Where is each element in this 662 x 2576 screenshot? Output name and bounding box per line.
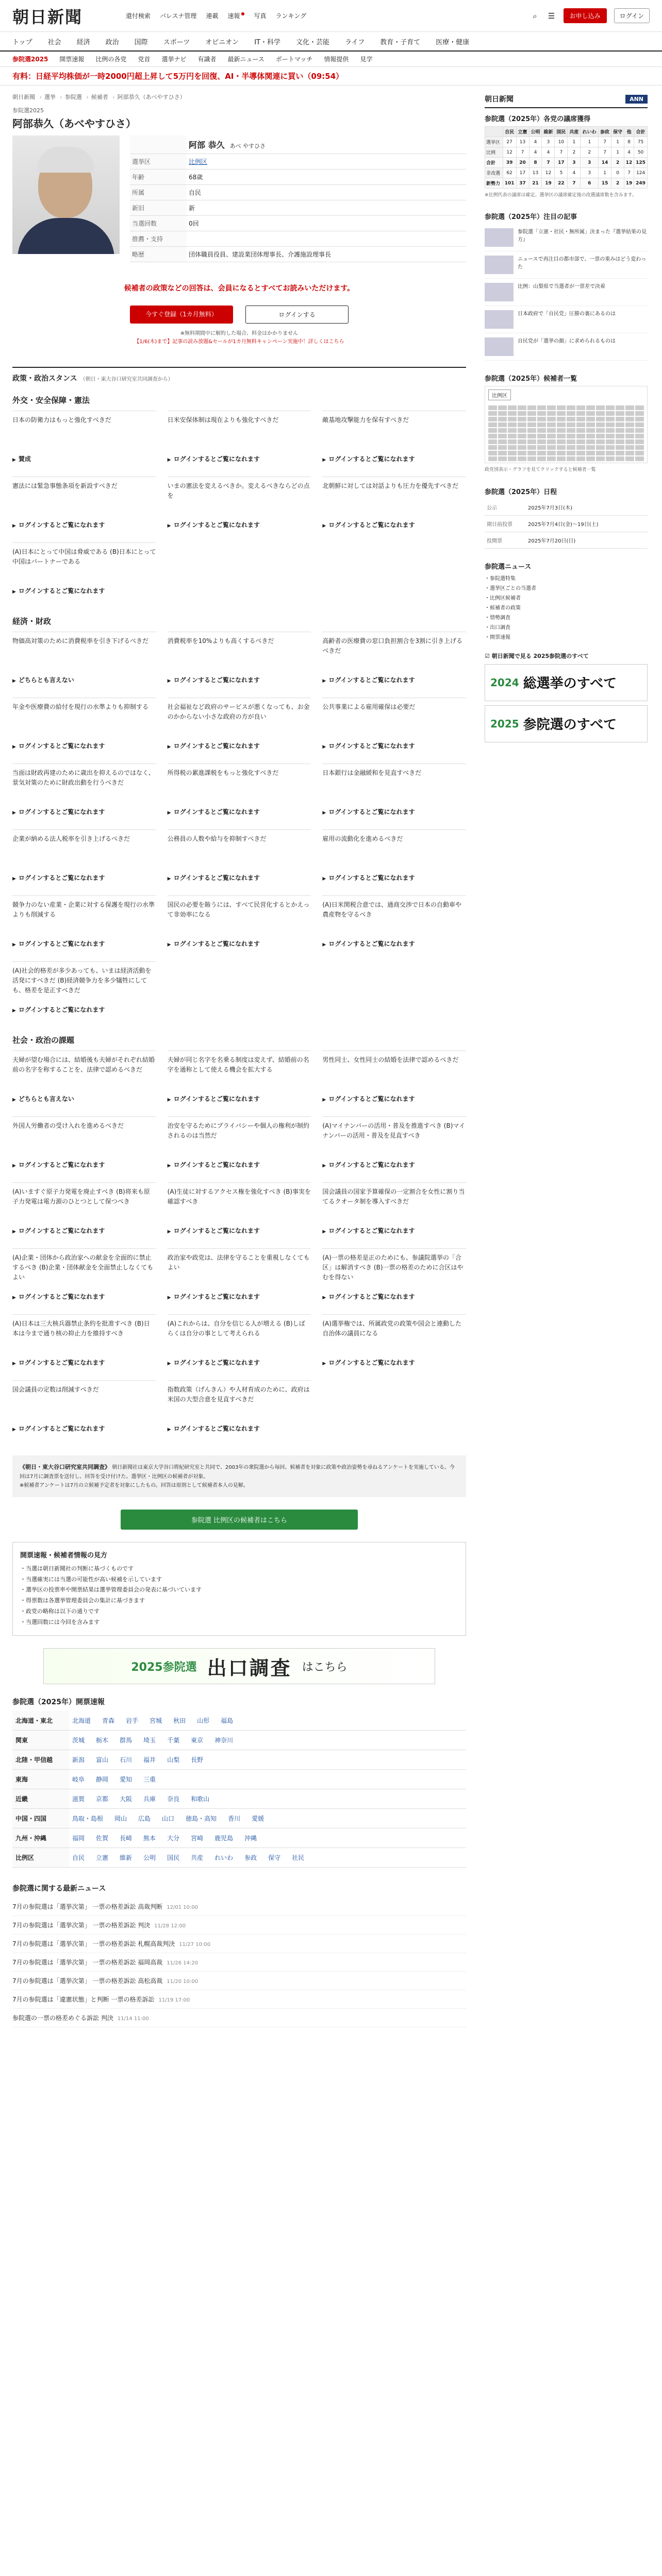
news-item[interactable]: 7月の参院選は「選挙次第」 一票の格差訴訟 高裁判断 12/01 10:00 bbox=[12, 1897, 466, 1916]
subnav-item[interactable]: 党首 bbox=[138, 56, 151, 63]
guide-item: ・ 選挙区の投票率や開票結果は選挙管理委員会の発表に基づいています bbox=[20, 1585, 458, 1596]
prefecture-link[interactable]: 徳島・高知 bbox=[186, 1815, 217, 1823]
prefecture-link[interactable]: 共産 bbox=[191, 1854, 204, 1862]
policy-category: 外交・安全保障・憲法 bbox=[12, 396, 90, 405]
policy-answer[interactable]: ▶ ログインするとご覧になれます bbox=[12, 1223, 156, 1235]
nav-item[interactable]: ライフ bbox=[344, 38, 365, 46]
policy-question: いまの憲法を変えるべきか。変えるべきならどの点を ▶ ログインするとご覧になれます bbox=[168, 477, 311, 538]
nav-item[interactable]: IT・科学 bbox=[254, 38, 280, 46]
prefecture-link[interactable]: 岡山 bbox=[114, 1815, 127, 1823]
prefecture-link[interactable]: 埼玉 bbox=[143, 1737, 156, 1744]
seats-table: 自民 立憲 公明 維新 国民 共産 れいわ 参政 保守 他 合計 選挙区 27 13 4 3 10 1 1 7 1 8 75 比例 12 7 4 4 7 2 2 7 1 4 50 合計 39 20 8 7 17 3 3 14 2 12 125 非改選 62 17 13 12 5 4 3 1 0 7 124 新勢力 101 37 21 19 22 7 6 15 2 19 249 bbox=[485, 126, 648, 189]
policy-answer[interactable]: ▶ ログインするとご覧になれます bbox=[12, 1002, 156, 1014]
breadcrumb-item[interactable]: › 候補者 bbox=[84, 94, 108, 100]
policy-question: 敵基地攻撃能力を保有すべきだ ▶ ログインするとご覧になれます bbox=[322, 411, 466, 472]
prefecture-link[interactable]: 公明 bbox=[143, 1854, 156, 1862]
policy-question: 年金や医療費の給付を現行の水準よりも抑制する ▶ ログインするとご覧になれます bbox=[12, 698, 156, 759]
region-row: 関東 茨城 栃木 群馬 埼玉 千葉 東京 神奈川 bbox=[12, 1731, 466, 1750]
search-icon[interactable]: ⌕ bbox=[533, 11, 537, 21]
subnav-item[interactable]: 参院選2025 bbox=[12, 56, 48, 63]
guide-item: ・ 得票数は各選挙管理委員会の集計に基づきます bbox=[20, 1596, 458, 1606]
candidate-name: 阿部 恭久 あべ やすひさ bbox=[187, 135, 466, 154]
policy-question: 国民の必要を賄うには、すべて民営化するとかえって非効率になる ▶ ログインするとご覧になれます bbox=[168, 895, 311, 957]
region-row: 北海道・東北 北海道 青森 岩手 宮城 秋田 山形 福島 bbox=[12, 1711, 466, 1731]
policy-answer[interactable]: ▶ ログインするとご覧になれます bbox=[322, 1223, 466, 1235]
nav-item[interactable]: 教育・子育て bbox=[380, 38, 421, 46]
policy-question: 企業が納める法人税率を引き上げるべきだ ▶ ログインするとご覧になれます bbox=[12, 829, 156, 891]
policy-answer[interactable]: ▶ ログインするとご覧になれます bbox=[168, 936, 311, 948]
nav-item[interactable]: 政治 bbox=[105, 38, 119, 46]
seats-title: 参院選（2025年）各党の議席獲得 bbox=[485, 115, 591, 123]
policy-answer: ▶ どちらとも言えない bbox=[12, 1091, 156, 1103]
prefecture-link[interactable]: 長野 bbox=[191, 1756, 204, 1764]
prefecture-link[interactable]: 東京 bbox=[191, 1737, 204, 1744]
nav-item[interactable]: スポーツ bbox=[163, 38, 190, 46]
prefecture-link[interactable]: 沖縄 bbox=[244, 1835, 257, 1842]
prefecture-link[interactable]: 山形 bbox=[197, 1717, 210, 1725]
prefecture-link[interactable]: 福井 bbox=[143, 1756, 156, 1764]
prefecture-link[interactable]: 石川 bbox=[120, 1756, 133, 1764]
news-item[interactable]: 7月の参院選は「違憲状態」と判断 一票の格差訴訟 11/19 17:00 bbox=[12, 1990, 466, 2009]
prefecture-link[interactable]: 滋賀 bbox=[72, 1795, 85, 1803]
prefecture-link[interactable]: 社民 bbox=[292, 1854, 305, 1862]
sidebar-article[interactable]: 比例：山梨県で当選者が一票差で決着 bbox=[485, 279, 648, 306]
policy-answer[interactable]: ▶ ログインするとご覧になれます bbox=[322, 870, 466, 882]
policy-question: 外国人労働者の受け入れを進めるべきだ ▶ ログインするとご覧になれます bbox=[12, 1116, 156, 1178]
prefecture-link[interactable]: 広島 bbox=[138, 1815, 151, 1823]
policy-category: 社会・政治の課題 bbox=[12, 1036, 75, 1045]
guide-item: ・ 当選回数には今回を含みます bbox=[20, 1617, 458, 1628]
prefecture-link[interactable]: 栃木 bbox=[96, 1737, 109, 1744]
policy-question: 公務員の人数や給与を抑制すべきだ ▶ ログインするとご覧になれます bbox=[168, 829, 311, 891]
article-thumbnail bbox=[485, 228, 514, 247]
prefecture-link[interactable]: 山梨 bbox=[167, 1756, 180, 1764]
nav-item[interactable]: 社会 bbox=[47, 38, 61, 46]
policy-answer[interactable]: ▶ ログインするとご覧になれます bbox=[168, 451, 311, 463]
prefecture-link[interactable]: 岩手 bbox=[126, 1717, 139, 1725]
policy-answer[interactable]: ▶ ログインするとご覧になれます bbox=[12, 583, 156, 595]
policy-answer[interactable]: ▶ ログインするとご覧になれます bbox=[322, 738, 466, 750]
article-thumbnail bbox=[485, 337, 514, 356]
policy-answer[interactable]: ▶ ログインするとご覧になれます bbox=[322, 672, 466, 684]
seat-map[interactable]: 比例区 bbox=[485, 386, 648, 463]
sidebar-link[interactable]: ・ 選挙区ごとの当選者 bbox=[485, 584, 648, 594]
prefecture-link[interactable]: 維新 bbox=[120, 1854, 133, 1862]
policy-answer: ▶ どちらとも言えない bbox=[12, 672, 156, 684]
policy-question: 夫婦が望む場合には、結婚後も夫婦がそれぞれ結婚前の名字を称することを、法律で認めるべきだ ▶ どちらとも言えない bbox=[12, 1050, 156, 1112]
prefecture-link[interactable]: 神奈川 bbox=[214, 1737, 234, 1744]
profile-key: 当選回数 bbox=[130, 216, 187, 231]
promo-2025[interactable]: 2025 参院選のすべて bbox=[485, 705, 648, 742]
policy-question: (A)選挙権では、所属政党の政策や国会と連動した自治体の議員になる ▶ ログインするとご覧になれます bbox=[322, 1314, 466, 1376]
sidebar-logo: 朝日新聞 bbox=[485, 95, 514, 104]
policy-answer[interactable]: ▶ ログインするとご覧になれます bbox=[12, 1289, 156, 1301]
prefecture-link[interactable]: 北海道 bbox=[72, 1717, 91, 1725]
nav-item[interactable]: 国際 bbox=[134, 38, 148, 46]
sidebar-article[interactable]: 自民党が「選挙の顔」に求められるものは bbox=[485, 333, 648, 361]
prefecture-link[interactable]: 大分 bbox=[167, 1835, 180, 1842]
news-item[interactable]: 参院選の一票の格差めぐる訴訟 判決 11/14 11:00 bbox=[12, 2009, 466, 2027]
top-links bbox=[126, 11, 523, 20]
policy-answer[interactable]: ▶ ログインするとご覧になれます bbox=[12, 870, 156, 882]
top-link[interactable]: ランキング bbox=[275, 12, 307, 20]
prefecture-link[interactable]: 宮崎 bbox=[191, 1835, 204, 1842]
prefecture-link[interactable]: 奈良 bbox=[167, 1795, 180, 1803]
sidebar-news-title: 参院選（2025年）注目の記事 bbox=[485, 213, 577, 222]
profile-value: 団体職員役員、建設業団体理事長、介護施設理事長 bbox=[187, 247, 466, 262]
article-thumbnail bbox=[485, 283, 514, 301]
policy-answer[interactable]: ▶ ログインするとご覧になれます bbox=[12, 936, 156, 948]
region-row: 中国・四国 鳥取・島根 岡山 広島 山口 徳島・高知 香川 愛媛 bbox=[12, 1809, 466, 1828]
policy-question: 所得税の累進課税をもっと強化すべきだ ▶ ログインするとご覧になれます bbox=[168, 764, 311, 825]
policy-answer[interactable]: ▶ ログインするとご覧になれます bbox=[322, 1091, 466, 1103]
nav-item[interactable]: トップ bbox=[12, 38, 32, 46]
sub-nav bbox=[0, 52, 662, 67]
survey-footnote: 《朝日・東大谷口研究室共同調査》 朝日新聞社は東京大学谷口将紀研究室と共同で、2003年の衆院選から毎回、候補者を対象に政策や政治姿勢を尋ねるアンケートを実施している。今回は7月に調査票を送付し、回答を受け付けた。選挙区・比例区の候補者が対象。 ※候補者アンケートは7月の立候補予定者を対象にしたもの。回答は原則として候補者本人の見解。 bbox=[12, 1455, 466, 1497]
regions-table bbox=[12, 1711, 466, 1868]
prefecture-link[interactable]: 鹿児島 bbox=[214, 1835, 234, 1842]
breadcrumb bbox=[12, 93, 466, 101]
policy-answer[interactable]: ▶ ログインするとご覧になれます bbox=[12, 1355, 156, 1367]
ann-badge: ANN bbox=[625, 95, 648, 104]
policy-answer[interactable]: ▶ ログインするとご覧になれます bbox=[168, 870, 311, 882]
region-row: 九州・沖縄 福岡 佐賀 長崎 熊本 大分 宮崎 鹿児島 沖縄 bbox=[12, 1828, 466, 1848]
policy-question: 国会議員の国家予算確保の一定割合を女性に割り当てるクオータ制を導入すべきだ ▶ ログインするとご覧になれます bbox=[322, 1182, 466, 1244]
policy-question: 日本の防衛力はもっと強化すべきだ ▶ 賛成 bbox=[12, 411, 156, 472]
subnav-item[interactable]: 比例の各党 bbox=[95, 56, 127, 63]
subnav-item[interactable]: 選挙ナビ bbox=[161, 56, 187, 63]
sidebar-link[interactable]: ・ 参院選特集 bbox=[485, 574, 648, 584]
page-title: 阿部恭久（あべやすひさ） bbox=[12, 117, 136, 130]
policy-question: 雇用の流動化を進めるべきだ ▶ ログインするとご覧になれます bbox=[322, 829, 466, 891]
profile-key: 推薦・支持 bbox=[130, 231, 187, 247]
policy-answer[interactable]: ▶ ログインするとご覧になれます bbox=[322, 517, 466, 529]
policy-answer[interactable]: ▶ ログインするとご覧になれます bbox=[12, 1157, 156, 1169]
prefecture-link[interactable]: 福岡 bbox=[72, 1835, 85, 1842]
member-notice: 候補者の政策などの回答は、会員になるとすべてお読みいただけます。 bbox=[124, 284, 355, 293]
all-election-check[interactable]: ☑ 朝日新聞で見る 2025参院選のすべて bbox=[485, 652, 589, 659]
nav-item[interactable]: 経済 bbox=[76, 38, 90, 46]
top-link[interactable]: 速報 ● bbox=[227, 11, 244, 20]
guide-item: ・ 当選は朝日新聞社の判断に基づくものです bbox=[20, 1564, 458, 1574]
policy-question: (A)一票の格差是正のためにも、参議院選挙の「合区」は解消すべき (B)一票の格差のために合区はやむを得ない ▶ ログインするとご覧になれます bbox=[322, 1248, 466, 1310]
main-column bbox=[12, 86, 466, 2027]
profile-key: 年齢 bbox=[130, 170, 187, 185]
trial-button[interactable]: 今すぐ登録（1カ月無料） bbox=[130, 306, 233, 324]
news-title: 参院選に関する最新ニュース bbox=[12, 1885, 106, 1893]
subnav-item[interactable]: 開票速報 bbox=[59, 56, 85, 63]
login-cta-button[interactable]: ログインする bbox=[245, 306, 349, 324]
sidebar: 朝日新聞 ANN 参院選（2025年）各党の議席獲得 自民 立憲 公明 維新 国民 共産 れいわ 参政 保守 他 合計 選挙区 27 13 4 3 10 1 1 7 1 8 75 比例 12 7 4 4 7 2 2 7 1 4 50 合計 39 20 8 7 17 3 3 14 2 12 125 非改選 62 17 13 12 5 4 3 1 0 7 124 新勢力 101 37 21 19 22 7 6 15 2 19 249 ※比例代表の議席は確定。選挙区の議席確定後の改選議席数を含みます。 参院選（2025年）注目の記事 参院選「立憲・社民・無所属」決まった『選挙結果の見方』 ニュースで再注目の都市部で、一票の重みはどう変わった 比例：山梨県で当選者が一票差で決着 日本政府で「自民党」圧勝の裏にあるのは 自民党が「選挙の顔」に求められるものは 参院選（2025年）候補者一覧 比例区 政党別表示・グラフを見てクリックすると候補者一覧 参院選（2025年）日程 公示 2025年7月3日(木) 期日前投票 2025年7月4日(金)〜19日(土) 投開票 2025年7月20日(日) 参院選ニュース ・ 参院選特集 ・ 選挙区ごとの当選者 ・ 比例区候補者 ・ 候補者の政策 ・ 情勢調査 ・ 出口調査 ・ 開票速報 ☑ 朝日新聞で見る 2025参院選のすべて 2024 総選挙のすべて 2025 参院選のすべて bbox=[485, 86, 648, 2027]
policy-title: 政策・政治スタンス （朝日・東大谷口研究室共同調査から） bbox=[12, 367, 466, 383]
prefecture-link[interactable]: れいわ bbox=[214, 1854, 234, 1862]
subnav-item[interactable]: 有識者 bbox=[197, 56, 217, 63]
section-tag: 参院選2025 bbox=[12, 107, 44, 114]
policy-question: 消費税率を10%よりも高くするべきだ ▶ ログインするとご覧になれます bbox=[168, 632, 311, 693]
top-link[interactable]: 写真 bbox=[254, 12, 267, 20]
prefecture-link[interactable]: 新潟 bbox=[72, 1756, 85, 1764]
exit-poll-banner[interactable]: 2025参院選 出口調査 はこちら bbox=[43, 1648, 435, 1684]
breadcrumb-item[interactable]: 朝日新聞 bbox=[12, 94, 35, 100]
policy-answer[interactable]: ▶ ログインするとご覧になれます bbox=[322, 1355, 466, 1367]
article-thumbnail bbox=[485, 310, 514, 329]
policy-question: (A)いますぐ原子力発電を廃止すべき (B)将来も原子力発電は電力源のひとつとして保つべき ▶ ログインするとご覧になれます bbox=[12, 1182, 156, 1244]
guide-box: 開票速報・候補者情報の見方 ・ 当選は朝日新聞社の判断に基づくものです ・ 当選確実には当選の可能性が高い候補を示しています ・ 選挙区の投票率や開票結果は選挙管理委員会の発表に基づいています ・ 得票数は各選挙管理委員会の集計に基づきます ・ 政党の略称は以下の通りです ・ 当選回数には今回を含みます bbox=[12, 1542, 466, 1636]
news-item[interactable]: 7月の参院選は「選挙次第」 一票の格差訴訟 札幌高裁判決 11/27 10:00 bbox=[12, 1935, 466, 1953]
policy-answer[interactable]: ▶ ログインするとご覧になれます bbox=[168, 738, 311, 750]
breadcrumb-item: › 阿部恭久（あべやすひさ） bbox=[110, 94, 185, 100]
policy-question: (A)これからは、自分を信じる人が増える (B)しばらくは自分の事として考えられる ▶ ログインするとご覧になれます bbox=[168, 1314, 311, 1376]
prefecture-link[interactable]: 香川 bbox=[228, 1815, 241, 1823]
policy-question: 高齢者の医療費の窓口負担割合を3割に引き上げるべきだ ▶ ログインするとご覧になれます bbox=[322, 632, 466, 693]
breadcrumb-item[interactable]: › 選挙 bbox=[37, 94, 56, 100]
profile-key: 略歴 bbox=[130, 247, 187, 262]
policy-answer[interactable]: ▶ ログインするとご覧になれます bbox=[168, 672, 311, 684]
profile-key: 新旧 bbox=[130, 200, 187, 216]
prefecture-link[interactable]: 佐賀 bbox=[96, 1835, 109, 1842]
policy-question: (A)マイナンバーの活用・普及を推進すべき (B)マイナンバーの活用・普及を見直すべき ▶ ログインするとご覧になれます bbox=[322, 1116, 466, 1178]
profile-key: 所属 bbox=[130, 185, 187, 200]
policy-question: 男性同士、女性同士の結婚を法律で認めるべきだ ▶ ログインするとご覧になれます bbox=[322, 1050, 466, 1112]
prefecture-link[interactable]: 和歌山 bbox=[191, 1795, 210, 1803]
login-button[interactable]: ログイン bbox=[614, 8, 650, 23]
prefecture-link[interactable]: 参政 bbox=[244, 1854, 257, 1862]
policy-question: (A)企業・団体から政治家への献金を全面的に禁止するべき (B)企業・団体献金を全面禁止しなくてもよい ▶ ログインするとご覧になれます bbox=[12, 1248, 156, 1310]
menu-icon[interactable]: ☰ bbox=[548, 11, 555, 21]
policy-answer[interactable]: ▶ ログインするとご覧になれます bbox=[12, 804, 156, 816]
news-ticker[interactable]: 有料：日経平均株価が一時2000円超上昇して5万円を回復、AI・半導体関連に買い（09:54） bbox=[0, 67, 662, 86]
policy-question: 物価高対策のために消費税率を引き下げるべきだ ▶ どちらとも言えない bbox=[12, 632, 156, 693]
policy-answer: ▶ 賛成 bbox=[12, 451, 156, 463]
sidebar-link[interactable]: ・ 候補者の政策 bbox=[485, 603, 648, 613]
sidebar-link[interactable]: ・ 出口調査 bbox=[485, 623, 648, 633]
profile-value bbox=[187, 231, 466, 247]
prefecture-link[interactable]: 愛媛 bbox=[252, 1815, 264, 1823]
prefecture-link[interactable]: 三重 bbox=[143, 1776, 156, 1784]
prefecture-link[interactable]: 愛知 bbox=[120, 1776, 133, 1784]
top-link[interactable]: 連載 bbox=[206, 12, 219, 20]
subnav-item[interactable]: 最新ニュース bbox=[227, 56, 264, 63]
prefecture-link[interactable]: 秋田 bbox=[173, 1717, 186, 1725]
policy-category: 経済・財政 bbox=[12, 617, 52, 626]
policy-question: 日本銀行は金融緩和を見直すべきだ ▶ ログインするとご覧になれます bbox=[322, 764, 466, 825]
breadcrumb-item[interactable]: › 参院選 bbox=[57, 94, 81, 100]
policy-answer[interactable]: ▶ ログインするとご覧になれます bbox=[168, 1289, 311, 1301]
prefecture-link[interactable]: 大阪 bbox=[120, 1795, 133, 1803]
policy-answer[interactable]: ▶ ログインするとご覧になれます bbox=[12, 1421, 156, 1433]
policy-question: (A)日米関税合意では、通商交渉で日本の自動車や農産物を守るべき ▶ ログインするとご覧になれます bbox=[322, 895, 466, 957]
prefecture-link[interactable]: 山口 bbox=[162, 1815, 175, 1823]
region-row: 比例区 自民 立憲 維新 公明 国民 共産 れいわ 参政 保守 社民 bbox=[12, 1848, 466, 1868]
prefecture-link[interactable]: 千葉 bbox=[167, 1737, 180, 1744]
region-row: 近畿 滋賀 京都 大阪 兵庫 奈良 和歌山 bbox=[12, 1789, 466, 1809]
news-item[interactable]: 7月の参院選は「選挙次第」 一票の格差訴訟 福岡高裁 11/26 14:20 bbox=[12, 1953, 466, 1972]
prefecture-link[interactable]: 宮城 bbox=[150, 1717, 162, 1725]
region-row: 東海 岐阜 静岡 愛知 三重 bbox=[12, 1770, 466, 1789]
prefecture-link[interactable]: 茨城 bbox=[72, 1737, 85, 1744]
policy-question: 北朝鮮に対しては対話よりも圧力を優先すべきだ ▶ ログインするとご覧になれます bbox=[322, 477, 466, 538]
guide-item: ・ 政党の略称は以下の通りです bbox=[20, 1606, 458, 1617]
policy-question: (A)日本にとって中国は脅威である (B)日本にとって中国はパートナーである ▶ ログインするとご覧になれます bbox=[12, 543, 156, 604]
profile-key: 選挙区 bbox=[130, 154, 187, 170]
policy-categories bbox=[12, 395, 466, 1442]
policy-answer[interactable]: ▶ ログインするとご覧になれます bbox=[12, 517, 156, 529]
prefecture-link[interactable]: 鳥取・島根 bbox=[72, 1815, 104, 1823]
policy-answer[interactable]: ▶ ログインするとご覧になれます bbox=[322, 936, 466, 948]
prefecture-link[interactable]: 長崎 bbox=[120, 1835, 133, 1842]
profile-value: 0回 bbox=[187, 216, 466, 231]
policy-answer[interactable]: ▶ ログインするとご覧になれます bbox=[322, 1157, 466, 1169]
guide-item: ・ 当選確実には当選の可能性が高い候補を示しています bbox=[20, 1574, 458, 1585]
policy-answer[interactable]: ▶ ログインするとご覧になれます bbox=[168, 517, 311, 529]
top-bar bbox=[0, 0, 662, 32]
subscribe-button[interactable]: お申し込み bbox=[564, 8, 607, 23]
prefecture-link[interactable]: 自民 bbox=[72, 1854, 85, 1862]
policy-question: 国会議員の定数は削減すべきだ ▶ ログインするとご覧になれます bbox=[12, 1380, 156, 1442]
promo-2024[interactable]: 2024 総選挙のすべて bbox=[485, 664, 648, 701]
prefecture-link[interactable]: 保守 bbox=[268, 1854, 281, 1862]
candidate-photo bbox=[12, 135, 120, 254]
prefecture-link[interactable]: 岐阜 bbox=[72, 1776, 85, 1784]
policy-answer[interactable]: ▶ ログインするとご覧になれます bbox=[322, 804, 466, 816]
news-item[interactable]: 7月の参院選は「選挙次第」 一票の格差訴訟 高松高裁 11/20 10:00 bbox=[12, 1972, 466, 1990]
news-list bbox=[12, 1897, 466, 2027]
sidebar-link[interactable]: ・ 比例区候補者 bbox=[485, 594, 648, 603]
news-item[interactable]: 7月の参院選は「選挙次第」 一票の格差訴訟 判決 11/28 12:00 bbox=[12, 1916, 466, 1935]
policy-question: 日米安保体制は現在よりも強化すべきだ ▶ ログインするとご覧になれます bbox=[168, 411, 311, 472]
policy-answer[interactable]: ▶ ログインするとご覧になれます bbox=[168, 1091, 311, 1103]
policy-question: (A)社会的格差が多少あっても、いまは経済活動を活発にすべきだ (B)経済競争力を多少犠牲にしても、格差を是正すべきだ ▶ ログインするとご覧になれます bbox=[12, 961, 156, 1023]
profile-value: 新 bbox=[187, 200, 466, 216]
regions-title: 参院選（2025年）開票速報 bbox=[12, 1698, 105, 1707]
proportional-list-button[interactable]: 参院選 比例区の候補者はこちら bbox=[121, 1510, 358, 1530]
policy-question: 夫婦が同じ名字を名乗る制度は変えず、結婚前の名字を通称として使える機会を拡大する ▶ ログインするとご覧になれます bbox=[168, 1050, 311, 1112]
policy-answer[interactable]: ▶ ログインするとご覧になれます bbox=[12, 738, 156, 750]
prefecture-link[interactable]: 兵庫 bbox=[143, 1795, 156, 1803]
prefecture-link[interactable]: 静岡 bbox=[96, 1776, 109, 1784]
policy-answer[interactable]: ▶ ログインするとご覧になれます bbox=[168, 1421, 311, 1433]
schedule-table: 公示 2025年7月3日(木) 期日前投票 2025年7月4日(金)〜19日(土) 投開票 2025年7月20日(日) bbox=[485, 499, 648, 549]
prefecture-link[interactable]: 福島 bbox=[221, 1717, 234, 1725]
prefecture-link[interactable]: 富山 bbox=[96, 1756, 109, 1764]
policy-question: 政治家や政党は、法律を守ることを重視しなくてもよい ▶ ログインするとご覧になれます bbox=[168, 1248, 311, 1310]
main-nav bbox=[0, 32, 662, 52]
policy-answer[interactable]: ▶ ログインするとご覧になれます bbox=[168, 804, 311, 816]
subnav-item[interactable]: 見学 bbox=[360, 56, 373, 63]
policy-question: 憲法には緊急事態条項を新設すべきだ ▶ ログインするとご覧になれます bbox=[12, 477, 156, 538]
profile-value[interactable]: 比例区 bbox=[187, 154, 466, 170]
top-link[interactable]: 還付検索 bbox=[126, 12, 151, 20]
sidebar-link[interactable]: ・ 情勢調査 bbox=[485, 613, 648, 623]
article-thumbnail bbox=[485, 256, 514, 274]
site-logo[interactable]: 朝日新聞 bbox=[12, 7, 83, 27]
prefecture-link[interactable]: 立憲 bbox=[96, 1854, 109, 1862]
profile bbox=[12, 135, 466, 262]
sidebar-article[interactable]: 日本政府で「自民党」圧勝の裏にあるのは bbox=[485, 306, 648, 333]
policy-question: 競争力のない産業・企業に対する保護を現行の水準よりも削減する ▶ ログインするとご覧になれます bbox=[12, 895, 156, 957]
profile-table bbox=[130, 135, 466, 262]
nav-item[interactable]: 文化・芸能 bbox=[295, 38, 329, 46]
subnav-item[interactable]: 情報提供 bbox=[324, 56, 349, 63]
prefecture-link[interactable]: 国民 bbox=[167, 1854, 180, 1862]
nav-item[interactable]: オピニオン bbox=[205, 38, 239, 46]
region-row: 北陸・甲信越 新潟 富山 石川 福井 山梨 長野 bbox=[12, 1750, 466, 1770]
sidebar-article[interactable]: 参院選「立憲・社民・無所属」決まった『選挙結果の見方』 bbox=[485, 224, 648, 251]
cta-note: ※無料期間中に解約した場合、料金はかかりません 【1/6(木)まで】記事の読み放題&セールが1カ月無料キャンペーン実施中！詳しくはこちら bbox=[134, 331, 344, 345]
prefecture-link[interactable]: 京都 bbox=[96, 1795, 109, 1803]
policy-answer[interactable]: ▶ ログインするとご覧になれます bbox=[322, 451, 466, 463]
top-link[interactable]: パレスナ管理 bbox=[160, 12, 197, 20]
policy-question: 公共事業による雇用確保は必要だ ▶ ログインするとご覧になれます bbox=[322, 698, 466, 759]
nav-item[interactable]: 医療・健康 bbox=[436, 38, 470, 46]
policy-question: 指数政策（げんきん）や人材育成のために、政府は米国の大型合意を見直すべきだ ▶ ログインするとご覧になれます bbox=[168, 1380, 311, 1442]
prefecture-link[interactable]: 青森 bbox=[102, 1717, 115, 1725]
profile-value: 68歳 bbox=[187, 170, 466, 185]
policy-question: 治安を守るためにプライバシーや個人の権利が制約されるのは当然だ ▶ ログインするとご覧になれます bbox=[168, 1116, 311, 1178]
sidebar-article[interactable]: ニュースで再注目の都市部で、一票の重みはどう変わった bbox=[485, 251, 648, 279]
policy-question: 社会福祉など政府のサービスが悪くなっても、お金のかからない小さな政府の方が良い ▶ ログインするとご覧になれます bbox=[168, 698, 311, 759]
prefecture-link[interactable]: 熊本 bbox=[143, 1835, 156, 1842]
prefecture-link[interactable]: 群馬 bbox=[120, 1737, 133, 1744]
policy-question: (A)生徒に対するアクセス権を強化すべき (B)事実を確認すべき ▶ ログインするとご覧になれます bbox=[168, 1182, 311, 1244]
subnav-item[interactable]: ボートマッチ bbox=[275, 56, 313, 63]
policy-answer[interactable]: ▶ ログインするとご覧になれます bbox=[168, 1157, 311, 1169]
policy-answer[interactable]: ▶ ログインするとご覧になれます bbox=[168, 1223, 311, 1235]
profile-value: 自民 bbox=[187, 185, 466, 200]
policy-question: (A)日本は三大核兵器禁止条約を批准すべき (B)日本は今まで通り核の抑止力を維持すべき ▶ ログインするとご覧になれます bbox=[12, 1314, 156, 1376]
sidebar-link[interactable]: ・ 開票速報 bbox=[485, 633, 648, 642]
policy-question: 当面は財政再建のために歳出を抑えるのではなく、景気対策のために財政出動を行うべきだ ▶ ログインするとご覧になれます bbox=[12, 764, 156, 825]
policy-answer[interactable]: ▶ ログインするとご覧になれます bbox=[322, 1289, 466, 1301]
policy-answer[interactable]: ▶ ログインするとご覧になれます bbox=[168, 1355, 311, 1367]
